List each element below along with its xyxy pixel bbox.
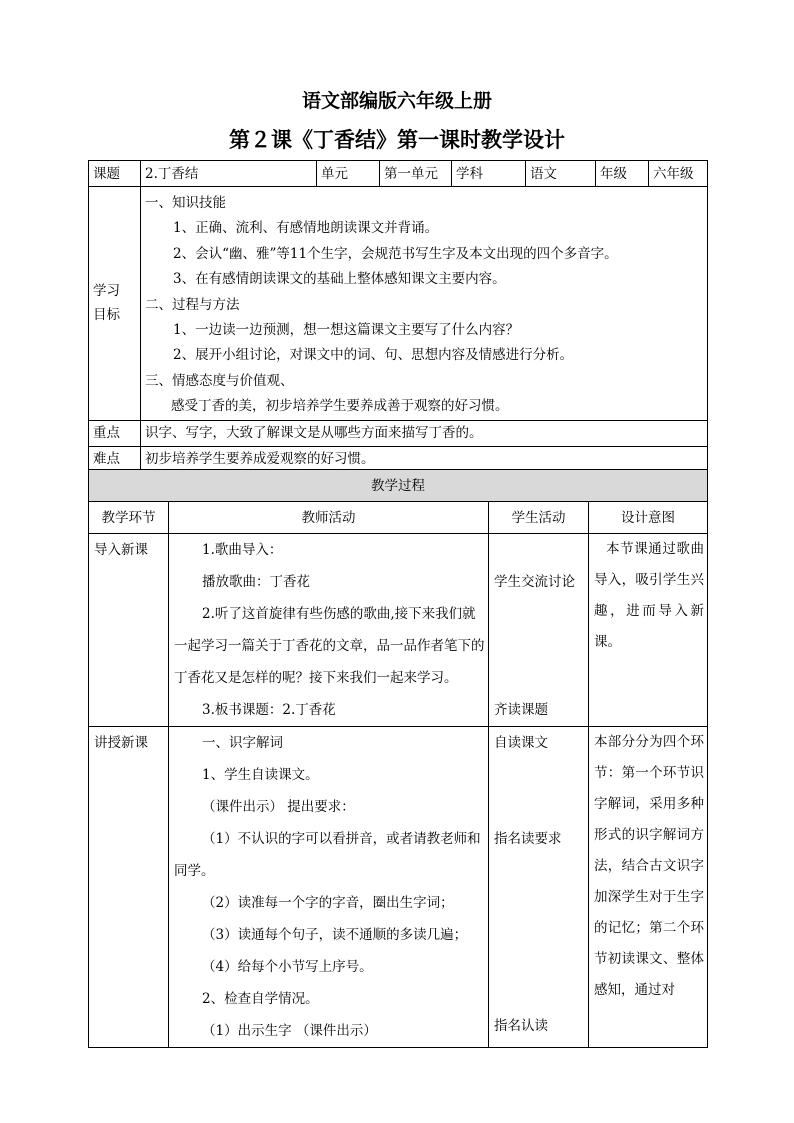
- process-section-title: 教学过程: [89, 470, 708, 502]
- goal-line: 3、在有感情朗读课文的基础上整体感知课文主要内容。: [173, 271, 506, 288]
- header-intent: 设计意图: [589, 502, 708, 534]
- intro-stage-label: 导入新课: [94, 542, 148, 558]
- header-stage: 教学环节: [89, 502, 169, 534]
- teaching-process-table: [88, 469, 708, 1048]
- subject-value: 语文: [526, 161, 596, 187]
- document-subtitle: 第２课《丁香结》第一课时教学设计: [229, 127, 565, 152]
- goal-line: 1、正确、流利、有感情地朗读课文并背诵。: [173, 220, 439, 237]
- intro-teacher: [169, 534, 489, 727]
- teacher-line: 1、学生自读课文。: [202, 767, 319, 783]
- header-teacher: 教师活动: [169, 502, 489, 534]
- goal-line: 2、展开小组讨论，对课文中的词、句、思想内容及情感进行分析。: [173, 347, 574, 364]
- student-line: 学生交流讨论: [494, 574, 575, 590]
- grade-label: 年级: [596, 161, 649, 187]
- teacher-line: 2.听了这首旋律有些伤感的歌曲,接下来我们就一起学习一篇关于丁香花的文章，品一品作者笔下的丁香花又是怎样的呢？接下来我们一起来学习。: [174, 606, 485, 686]
- goal-line: 二、过程与方法: [145, 296, 240, 313]
- goal-line: 三、情感态度与价值观、: [145, 372, 294, 389]
- header-student: 学生活动: [489, 502, 589, 534]
- process-header-row: [89, 502, 708, 534]
- new-lesson-stage-label: 讲授新课: [94, 735, 148, 751]
- student-line: 齐读课题: [494, 702, 548, 718]
- goal-line: 感受丁香的美，初步培养学生要养成善于观察的好习惯。: [171, 398, 509, 415]
- goals-label-line1: 学习: [93, 283, 120, 300]
- grade-value: 六年级: [649, 161, 708, 187]
- teacher-line: （2）读准每一个字的字音，圈出生字词；: [202, 895, 454, 911]
- learning-goals-label: [89, 187, 141, 421]
- goal-line: 2、会认“幽、雅”等11个生字，会规范书写生字及本文出现的四个多音字。: [173, 245, 618, 262]
- document-title: 语文部编版六年级上册: [301, 90, 492, 112]
- teacher-line: 2、检查自学情况。: [202, 991, 319, 1007]
- intro-student: [489, 534, 589, 727]
- unit-label: 单元: [317, 161, 380, 187]
- goal-line: 一、知识技能: [145, 195, 226, 211]
- unit-value: 第一单元: [380, 161, 452, 187]
- new-lesson-student: [489, 727, 589, 1048]
- teacher-line: （4）给每个小节写上序号。: [202, 959, 373, 975]
- teacher-line: （课件出示） 提出要求：: [202, 799, 355, 815]
- difficulty-value: 初步培养学生要养成爱观察的好习惯。: [141, 446, 708, 472]
- goals-label-line2: 目标: [93, 307, 120, 324]
- learning-goals-row: [89, 187, 708, 421]
- teacher-line: 3.板书课题：2.丁香花: [202, 702, 336, 718]
- lesson-info-row: [89, 161, 708, 187]
- goal-line: 1、一边读一边预测，想一想这篇课文主要写了什么内容？: [173, 321, 520, 338]
- process-section-row: [89, 470, 708, 502]
- teacher-line: 1.歌曲导入：: [202, 542, 283, 558]
- student-line: 指名认读: [494, 1018, 548, 1034]
- student-line: 指名读要求: [494, 831, 562, 847]
- topic-label: 课题: [89, 161, 141, 187]
- teacher-line: 播放歌曲：丁香花: [202, 574, 310, 590]
- intro-stage: [89, 534, 169, 727]
- new-lesson-row: [89, 727, 708, 1048]
- learning-goals-content: [141, 187, 708, 421]
- key-point-row: [89, 420, 708, 446]
- key-point-label: 重点: [89, 420, 141, 446]
- teacher-line: （1）不认识的字可以看拼音，或者请教老师和同学。: [174, 831, 481, 879]
- lesson-info-table: [88, 160, 708, 473]
- student-line: 自读课文: [494, 735, 548, 751]
- teacher-line: 一、识字解词: [202, 735, 283, 751]
- key-point-value: 识字、写字，大致了解课文是从哪些方面来描写丁香的。: [141, 420, 708, 446]
- subject-label: 学科: [452, 161, 526, 187]
- intro-intent: 本节课通过歌曲导入，吸引学生兴趣，进而导入新课。: [589, 534, 708, 727]
- topic-value: 2.丁香结: [141, 161, 317, 187]
- new-lesson-intent: 本部分分为四个环节：第一个环节识字解词，采用多种形式的识字解词方法，结合古文识字加深学生对于生字的记忆；第二个环节初读课文、整体感知，通过对: [589, 727, 708, 1048]
- new-lesson-teacher: [169, 727, 489, 1048]
- teacher-line: （3）读通每个句子，读不通顺的多读几遍；: [202, 927, 468, 943]
- intro-row: [89, 534, 708, 727]
- difficulty-label: 难点: [89, 446, 141, 472]
- teacher-line: （1）出示生字 （课件出示）: [202, 1023, 377, 1039]
- new-lesson-stage: [89, 727, 169, 1048]
